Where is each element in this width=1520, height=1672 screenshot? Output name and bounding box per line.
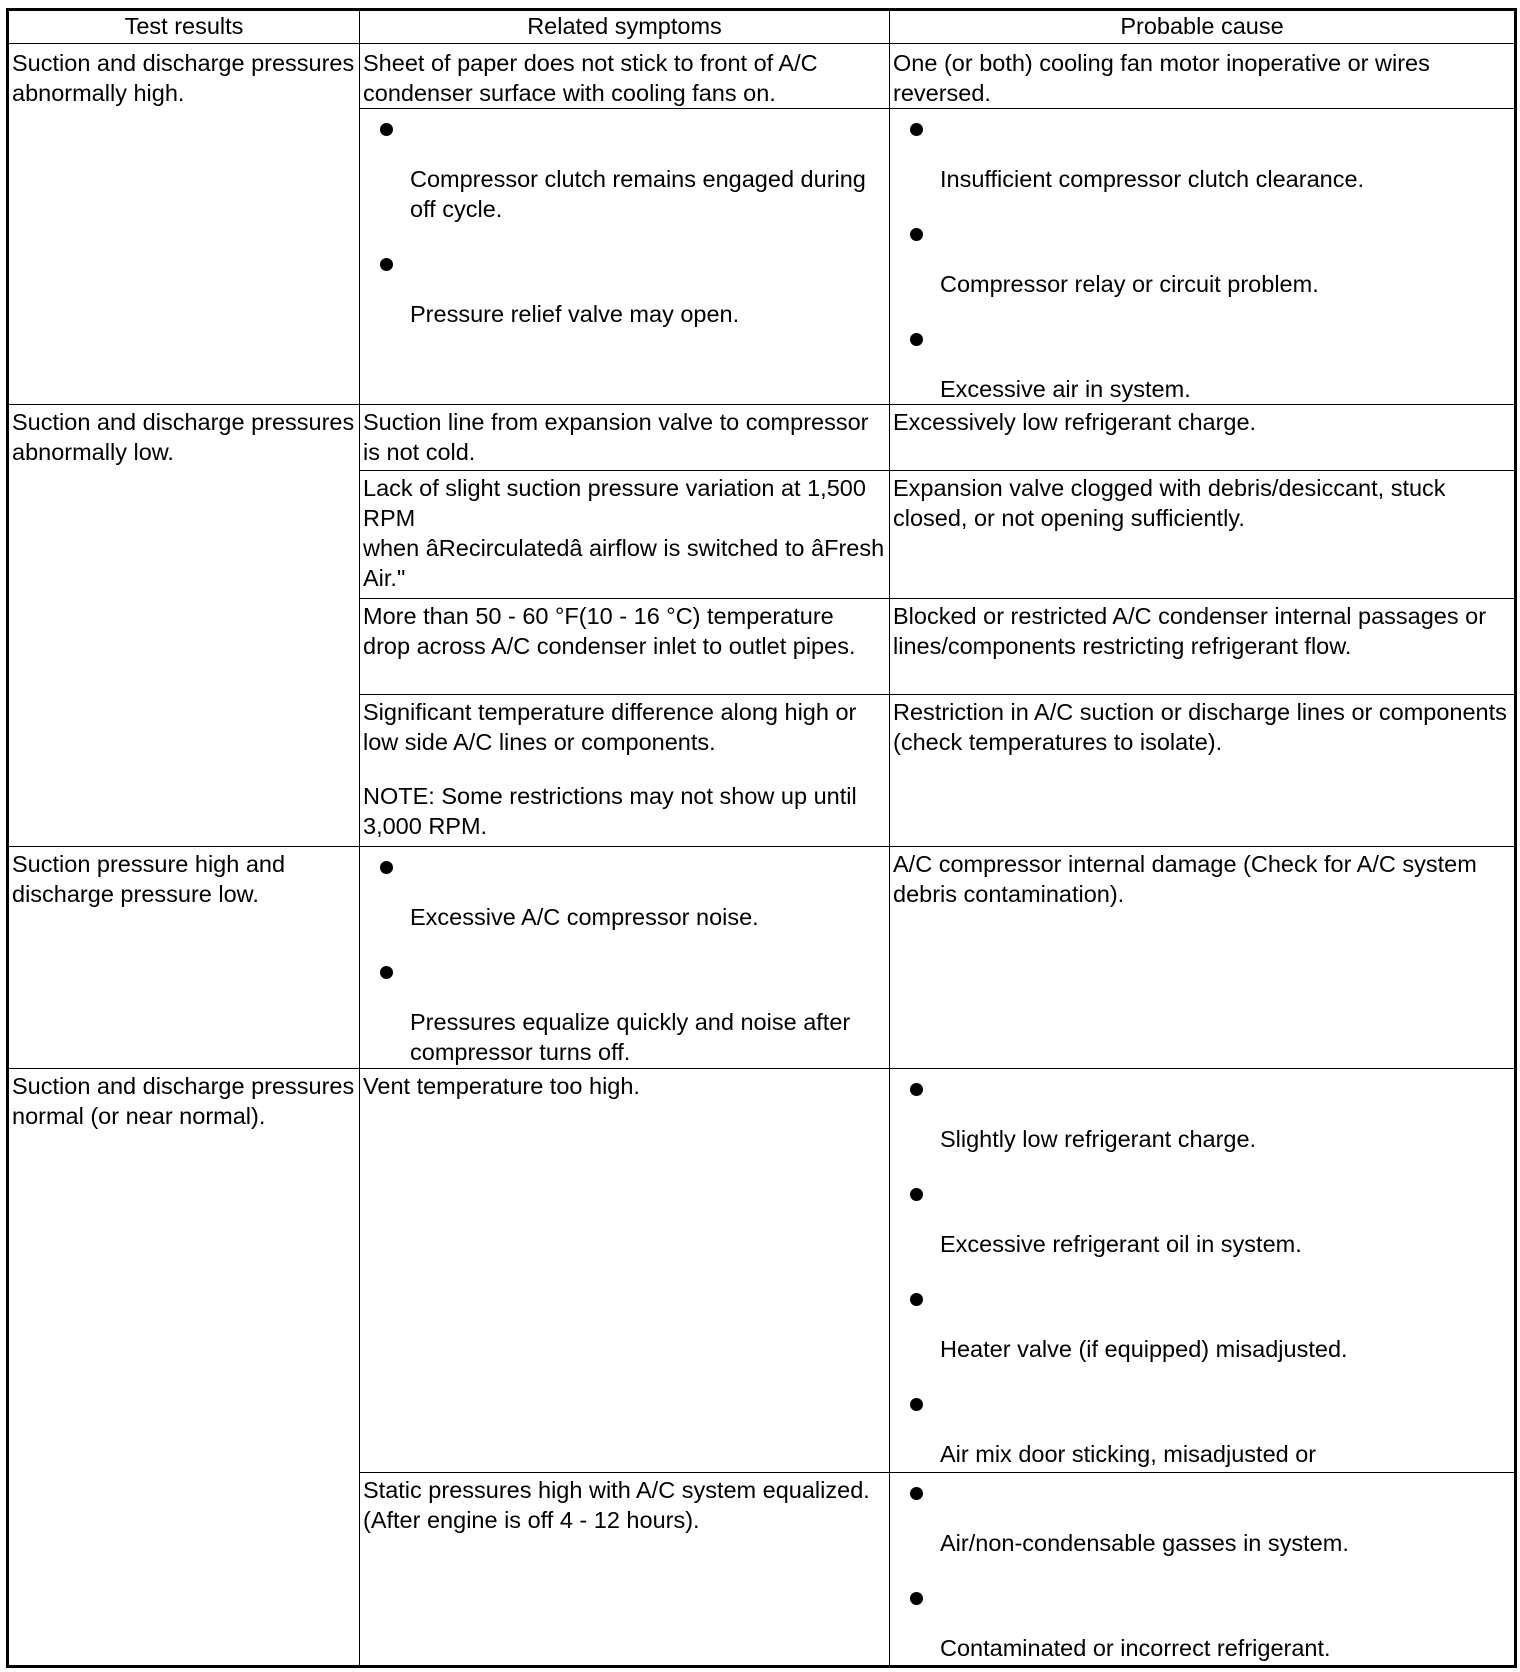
symptom-text: Lack of slight suction pressure variation at 1,500 RPM	[363, 475, 866, 531]
symptom-cell: Static pressures high with A/C system equalized. (After engine is off 4 - 12 hours).	[360, 1473, 890, 1667]
bullet-icon	[380, 123, 393, 136]
bullet-icon	[910, 1592, 923, 1605]
header-row	[8, 10, 1516, 44]
symptom-cell: More than 50 - 60 °F(10 - 16 °C) temperature drop across A/C condenser inlet to outlet pipes.	[360, 599, 890, 695]
list-item-text: Excessive refrigerant oil in system.	[940, 1231, 1302, 1257]
bullet-icon	[910, 1083, 923, 1096]
bullet-icon	[910, 228, 923, 241]
table-row	[8, 1069, 1516, 1473]
list-item	[363, 952, 886, 1067]
list-item	[363, 847, 886, 952]
list-item	[893, 1069, 1511, 1174]
table-row	[8, 847, 1516, 1069]
cause-cell: A/C compressor internal damage (Check for A/C system debris contamination).	[890, 847, 1516, 1069]
list-item-text: Compressor relay or circuit problem.	[940, 271, 1319, 297]
table-row	[8, 44, 1516, 109]
bullet-icon	[380, 966, 393, 979]
list-item	[363, 244, 886, 329]
bullet-icon	[910, 1487, 923, 1500]
list-item-text: Pressure relief valve may open.	[410, 301, 740, 327]
cause-cell	[890, 109, 1516, 405]
test-result-cell: Suction pressure high and discharge pressure low.	[8, 847, 360, 1069]
list-item-text: Air/non-condensable gasses in system.	[940, 1530, 1349, 1556]
ac-diagnosis-table	[6, 8, 1517, 1668]
cause-bullet-list	[893, 1473, 1511, 1663]
header-related-symptoms: Related symptoms	[360, 10, 890, 44]
bullet-icon	[910, 1398, 923, 1411]
list-item-text: Compressor clutch remains engaged during off cycle.	[410, 166, 866, 222]
symptom-cell	[360, 109, 890, 405]
list-item-text: Insufficient compressor clutch clearance.	[940, 166, 1365, 192]
list-item-text: Heater valve (if equipped) misadjusted.	[940, 1336, 1348, 1362]
cause-cell: Restriction in A/C suction or discharge lines or components (check temperatures to isolate).	[890, 695, 1516, 847]
bullet-icon	[380, 861, 393, 874]
cause-cell: One (or both) cooling fan motor inoperative or wires reversed.	[890, 44, 1516, 109]
symptom-cell: Sheet of paper does not stick to front of A/C condenser surface with cooling fans on.	[360, 44, 890, 109]
list-item	[893, 1174, 1511, 1279]
list-item-text: Excessive air in system.	[940, 376, 1191, 402]
cause-cell: Expansion valve clogged with debris/desiccant, stuck closed, or not opening sufficiently.	[890, 471, 1516, 599]
symptom-bullet-list	[363, 109, 886, 329]
table-row	[8, 405, 1516, 471]
symptom-cell: Vent temperature too high.	[360, 1069, 890, 1473]
list-item	[363, 109, 886, 244]
list-item	[893, 109, 1511, 214]
list-item	[893, 1384, 1511, 1469]
list-item	[893, 214, 1511, 319]
symptom-cell	[360, 695, 890, 847]
symptom-text: when âRecirculatedâ airflow is switched to âFresh Air."	[363, 535, 885, 591]
list-item	[893, 1578, 1511, 1663]
symptom-cell	[360, 847, 890, 1069]
list-item-text: Slightly low refrigerant charge.	[940, 1126, 1257, 1152]
list-item-text: Excessive A/C compressor noise.	[410, 904, 759, 930]
list-item-text: Contaminated or incorrect refrigerant.	[940, 1635, 1331, 1661]
cause-cell: Blocked or restricted A/C condenser internal passages or lines/components restricting refrigerant flow.	[890, 599, 1516, 695]
cause-cell: Excessively low refrigerant charge.	[890, 405, 1516, 471]
list-item	[893, 319, 1511, 404]
cause-bullet-list	[893, 1069, 1511, 1469]
list-item-text: Air mix door sticking, misadjusted or	[940, 1441, 1317, 1467]
list-item	[893, 1473, 1511, 1578]
cause-cell	[890, 1069, 1516, 1473]
bullet-icon	[910, 333, 923, 346]
bullet-icon	[380, 258, 393, 271]
header-probable-cause: Probable cause	[890, 10, 1516, 44]
header-test-results: Test results	[8, 10, 360, 44]
test-result-cell: Suction and discharge pressures abnormally high.	[8, 44, 360, 405]
list-item-text: Pressures equalize quickly and noise after compressor turns off.	[410, 1009, 851, 1065]
note-text: NOTE: Some restrictions may not show up until 3,000 RPM.	[363, 783, 857, 839]
cause-bullet-list	[893, 109, 1511, 404]
bullet-icon	[910, 123, 923, 136]
bullet-icon	[910, 1188, 923, 1201]
list-item	[893, 1279, 1511, 1384]
test-result-cell: Suction and discharge pressures abnormally low.	[8, 405, 360, 847]
symptom-text: Significant temperature difference along high or low side A/C lines or components.	[363, 699, 857, 755]
symptom-cell	[360, 471, 890, 599]
test-result-cell: Suction and discharge pressures normal (or near normal).	[8, 1069, 360, 1667]
cause-cell	[890, 1473, 1516, 1667]
symptom-bullet-list	[363, 847, 886, 1067]
symptom-cell: Suction line from expansion valve to compressor is not cold.	[360, 405, 890, 471]
bullet-icon	[910, 1293, 923, 1306]
